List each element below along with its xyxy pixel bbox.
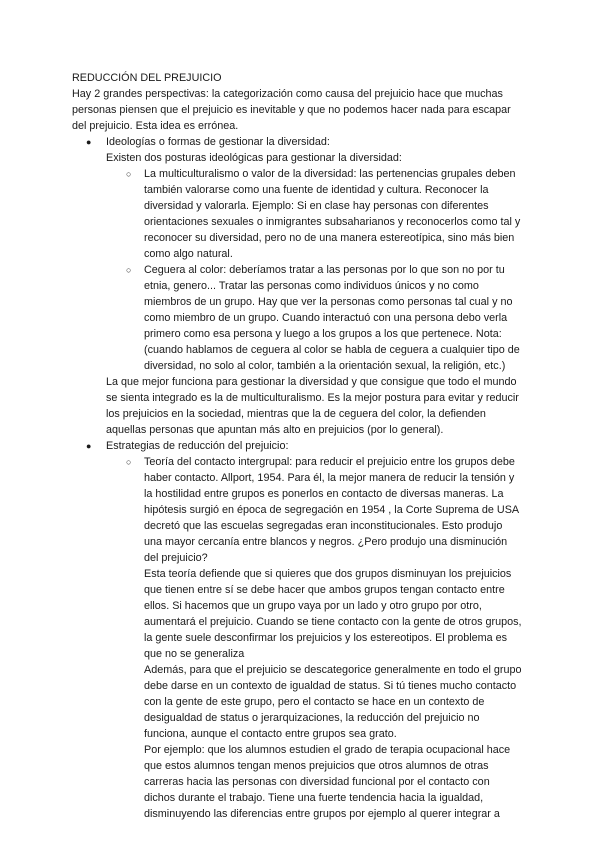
list-item-teoria-contacto: [72, 454, 522, 822]
paragraph: Esta teoría defiende que si quieres que dos grupos disminuyan los prejuicios que tienen entre sí se debe hacer que ambos grupos tengan contacto entre ellos. Si hacemos que un grupo vaya por un lado y otro grupo por otro, aumentará el prejuicio. Cuando se tiene contacto con la gente de otros grupos, la gente suele desconfirmar los prejuicios y los estereotipos. El problema es que no se generaliza: [144, 568, 522, 660]
list-item-text: Ceguera al color: deberíamos tratar a las personas por lo que son no por tu etnia, genero... Tratar las personas como individuos únicos y no como miembros de un grupo. Hay que ver la personas como personas tal cual y no como miembro de un grupo. Cuando interactuó con una persona debo verla primero como esa persona y luego a los grupos a los que pertenece. Nota: (cuando hablamos de ceguera al color se habla de ceguera a cualquier tipo de diversidad, no solo al color, también a la orientación sexual, la religión, etc.): [144, 264, 520, 372]
section-heading: Ideologías o formas de gestionar la diversidad:: [106, 136, 330, 148]
section-closing-paragraph: La que mejor funciona para gestionar la diversidad y que consigue que todo el mundo se sienta integrado es la de multiculturalismo. Es la mejor postura para evitar y reducir los prejuicios en la sociedad, mientras que la de ceguera del color, la defienden aquellas personas que apuntan más alto en prejuicios (por lo general).: [106, 376, 519, 436]
bullet-filled-icon: ●: [86, 137, 92, 147]
section-heading: Estrategias de reducción del prejuicio:: [106, 440, 289, 452]
list-item-ceguera-al-color: [72, 262, 522, 374]
paragraph: Además, para que el prejuicio se descategorice generalmente en todo el grupo debe darse en un contexto de igualdad de status. Si tú tienes mucho contacto con la gente de este grupo, pero el contacto se hace en un contexto de desigualdad de status o jerarquizaciones, la reducción del prejuicio no funciona, aunque el contacto entre grupos sea grato.: [144, 664, 522, 740]
intro-paragraph: Hay 2 grandes perspectivas: la categorización como causa del prejuicio hace que muchas personas piensen que el prejuicio es inevitable y que no podemos hacer nada para escapar del prejuicio. Esta idea es errónea.: [72, 88, 511, 132]
list-item-body: [144, 454, 522, 822]
section-ideologias: [72, 134, 522, 150]
list-item-multiculturalismo: [72, 166, 522, 262]
bullet-hollow-icon: ○: [126, 457, 132, 467]
paragraph: Por ejemplo: que los alumnos estudien el grado de terapia ocupacional hace que estos alumnos tengan menos prejuicios que otros alumnos de otras carreras hacia las personas con diversidad funcional por el contacto con dichos durante el trabajo. Tiene una fuerte tendencia hacia la igualdad, disminuyendo las diferencias entre grupos por ejemplo al querer integrar a: [144, 744, 511, 820]
document-title: REDUCCIÓN DEL PREJUICIO: [72, 72, 222, 84]
bullet-hollow-icon: ○: [126, 265, 132, 275]
bullet-hollow-icon: ○: [126, 169, 132, 179]
paragraph: Teoría del contacto intergrupal: para reducir el prejuicio entre los grupos debe haber contacto. Allport, 1954. Para él, la mejor manera de reducir la tensión y la hostilidad entre grupos es ponerlos en contacto de diversas maneras. La hipótesis surgió en época de segregación en 1954 , la Corte Suprema de USA decretó que las escuelas segregadas eran inconstitucionales. Esto produjo una mayor cercanía entre blancos y negros. ¿Pero produjo una disminución del prejuicio?: [144, 456, 519, 564]
bullet-filled-icon: ●: [86, 441, 92, 451]
list-item-text: La multiculturalismo o valor de la diversidad: las pertenencias grupales deben también valorarse como una fuente de identidad y cultura. Reconocer la diversidad y valorarla. Ejemplo: Si en clase hay personas con diferentes orientaciones sexuales o inmigrantes subsaharianos y reconocerlos como tal y reconocer su diversidad, pero no de una manera estereotípica, sino más bien como algo natural.: [144, 168, 521, 260]
section-lead: Existen dos posturas ideológicas para gestionar la diversidad:: [106, 152, 402, 164]
section-estrategias: [72, 438, 522, 454]
